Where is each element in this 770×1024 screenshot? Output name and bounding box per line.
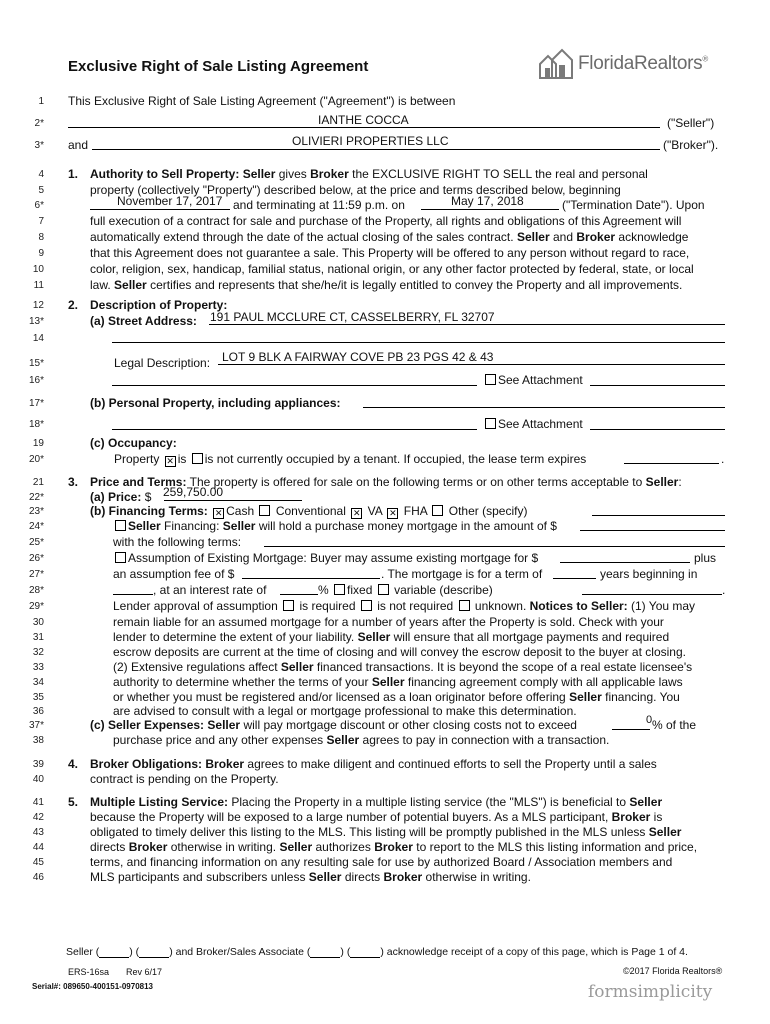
logo-wordmark: FloridaRealtors® bbox=[578, 53, 708, 74]
see-attachment-checkbox-1[interactable] bbox=[485, 374, 496, 385]
acknowledgement-line: Seller ( ) ( ) and Broker/Sales Associate ( ) ( ) acknowledge receipt of a copy of this page, which is Page 1 of 4. bbox=[66, 946, 688, 958]
line-number: 3* bbox=[34, 140, 44, 151]
section-4-heading: Broker Obligations: bbox=[90, 757, 203, 771]
line-number: 46 bbox=[32, 872, 44, 883]
line-number: 4 bbox=[38, 169, 44, 180]
line-number: 30 bbox=[32, 617, 44, 628]
line-number: 43 bbox=[32, 827, 44, 838]
line-number: 41 bbox=[32, 797, 44, 808]
seller-financing-checkbox[interactable] bbox=[115, 520, 126, 531]
line-number: 39 bbox=[32, 759, 44, 770]
document-title: Exclusive Right of Sale Listing Agreement bbox=[68, 58, 369, 75]
line-number: 21 bbox=[32, 477, 44, 488]
line-number: 5 bbox=[38, 185, 44, 196]
line-number: 28* bbox=[28, 585, 44, 596]
line-number: 11 bbox=[33, 280, 44, 291]
line-number: 9 bbox=[38, 248, 44, 259]
occupancy-label: (c) Occupancy: bbox=[90, 436, 177, 450]
florida-realtors-logo bbox=[538, 48, 710, 82]
broker-initial-1[interactable] bbox=[310, 945, 340, 958]
line-number: 8 bbox=[38, 232, 44, 243]
section-2-heading: Description of Property: bbox=[90, 298, 228, 312]
line-number: 35 bbox=[32, 692, 44, 703]
formsimplicity-watermark: formsimplicity bbox=[588, 982, 713, 1002]
line-number: 2* bbox=[34, 118, 44, 129]
seller-name-field[interactable]: IANTHE COCCA bbox=[318, 113, 409, 127]
line-number: 38 bbox=[32, 735, 44, 746]
occupied-is-checkbox[interactable]: ✕ bbox=[166, 456, 174, 466]
approval-unknown-checkbox[interactable] bbox=[459, 600, 470, 611]
line-number: 15* bbox=[28, 358, 44, 369]
text-line: are advised to consult with a legal or mortgage professional to make this determination. bbox=[113, 704, 577, 718]
line-number: 36 bbox=[32, 706, 44, 717]
line-number: 27* bbox=[28, 569, 44, 580]
line-number: 20* bbox=[28, 454, 44, 465]
line-number: 25* bbox=[28, 537, 44, 548]
other-checkbox[interactable] bbox=[432, 505, 443, 516]
line-number: 1 bbox=[38, 96, 44, 107]
line-number: 19 bbox=[32, 438, 44, 449]
legal-description-label: Legal Description: bbox=[114, 356, 211, 370]
text-line: color, religion, sex, handicap, familial status, national origin, or any other factor protected by federal, state, or local bbox=[90, 262, 694, 276]
approval-not-required-checkbox[interactable] bbox=[361, 600, 372, 611]
line-number: 32 bbox=[32, 647, 44, 658]
line-number: 23* bbox=[28, 506, 44, 517]
cash-checkbox[interactable]: ✕ bbox=[214, 508, 223, 518]
line-number: 10 bbox=[32, 264, 44, 275]
line-number: 22* bbox=[28, 492, 44, 503]
form-id: ERS-16sa bbox=[68, 967, 110, 977]
conventional-checkbox[interactable] bbox=[259, 505, 270, 516]
text-line: escrow deposits are current at the time of closing and will convey the escrow deposit to the buyer at closing. bbox=[113, 645, 686, 659]
line-number: 26* bbox=[28, 553, 44, 564]
and-label: and bbox=[68, 138, 89, 152]
fha-checkbox[interactable]: ✕ bbox=[389, 508, 397, 518]
seller-initial-2[interactable] bbox=[139, 945, 169, 958]
broker-initial-2[interactable] bbox=[350, 945, 380, 958]
termination-date-field[interactable]: May 17, 2018 bbox=[451, 194, 524, 208]
text-line: that this Agreement does not guarantee a sale. This Property will be offered to any person without regard to race, bbox=[90, 246, 690, 260]
start-date-field[interactable]: November 17, 2017 bbox=[117, 194, 223, 208]
line-number: 29* bbox=[28, 601, 44, 612]
seller-initial-1[interactable] bbox=[99, 945, 129, 958]
broker-label: ("Broker"). bbox=[663, 138, 719, 152]
copyright: ©2017 Florida Realtors® bbox=[623, 966, 723, 976]
serial-number: Serial#: 089650-400151-0970813 bbox=[32, 982, 153, 991]
street-address-label: (a) Street Address: bbox=[90, 314, 197, 328]
text-line: full execution of a contract for sale and purchase of the Property, all rights and obligations of this Agreement will bbox=[90, 214, 682, 228]
broker-name-field[interactable]: OLIVIERI PROPERTIES LLC bbox=[292, 134, 449, 148]
text-line: with the following terms: bbox=[113, 535, 242, 549]
line-number: 18* bbox=[28, 419, 44, 430]
text-line: terms, and financing information on any resulting sale for use by authorized Board / Association members and bbox=[90, 855, 673, 869]
see-attachment-checkbox-2[interactable] bbox=[485, 418, 496, 429]
line-number: 34 bbox=[32, 677, 44, 688]
line-number: 44 bbox=[32, 842, 44, 853]
text-line: and terminating at 11:59 p.m. on bbox=[233, 198, 405, 212]
line-number: 12 bbox=[32, 300, 44, 311]
text-line: remain liable for an assumed mortgage for a number of years after the Property is sold. Check with your bbox=[113, 615, 664, 629]
section-4-number: 4. bbox=[68, 757, 79, 771]
section-3-number: 3. bbox=[68, 475, 79, 489]
text-line: property (collectively "Property") described below, at the price and terms described below, beginning bbox=[90, 183, 621, 197]
text-line: ("Termination Date"). Upon bbox=[562, 198, 705, 212]
text-line: contract is pending on the Property. bbox=[90, 772, 279, 786]
section-5-heading: Multiple Listing Service: bbox=[90, 795, 229, 809]
revision: Rev 6/17 bbox=[126, 967, 163, 977]
line-number: 45 bbox=[32, 857, 44, 868]
line-number: 24* bbox=[28, 521, 44, 532]
seller-label: ("Seller") bbox=[667, 116, 715, 130]
section-5-number: 5. bbox=[68, 795, 79, 809]
legal-description-field[interactable]: LOT 9 BLK A FAIRWAY COVE PB 23 PGS 42 & 43 bbox=[222, 350, 494, 364]
price-field[interactable]: 259,750.00 bbox=[163, 485, 224, 499]
seller-expense-percent-field[interactable]: 0 bbox=[646, 714, 653, 726]
street-address-field[interactable]: 191 PAUL MCCLURE CT, CASSELBERRY, FL 32707 bbox=[210, 310, 495, 324]
intro-text: This Exclusive Right of Sale Listing Agreement ("Agreement") is between bbox=[68, 94, 456, 108]
section-1-number: 1. bbox=[68, 167, 79, 181]
section-2-number: 2. bbox=[68, 298, 79, 312]
personal-property-label: (b) Personal Property, including appliances: bbox=[90, 396, 341, 410]
line-number: 14 bbox=[32, 333, 44, 344]
line-number: 6* bbox=[34, 200, 44, 211]
line-number: 17* bbox=[28, 398, 44, 409]
va-checkbox[interactable]: ✕ bbox=[352, 508, 361, 518]
line-number: 42 bbox=[32, 812, 44, 823]
line-number: 7 bbox=[38, 216, 44, 227]
houses-icon bbox=[538, 48, 576, 80]
line-number: 31 bbox=[32, 632, 44, 643]
line-number: 40 bbox=[32, 774, 44, 785]
line-number: 33 bbox=[32, 662, 44, 673]
line-number: 16* bbox=[28, 375, 44, 386]
section-3-heading: Price and Terms: bbox=[90, 475, 187, 489]
approval-required-checkbox[interactable] bbox=[283, 600, 294, 611]
section-1-heading: Authority to Sell Property: bbox=[90, 167, 240, 181]
line-number: 37* bbox=[28, 720, 44, 731]
line-number: 13* bbox=[28, 316, 44, 327]
